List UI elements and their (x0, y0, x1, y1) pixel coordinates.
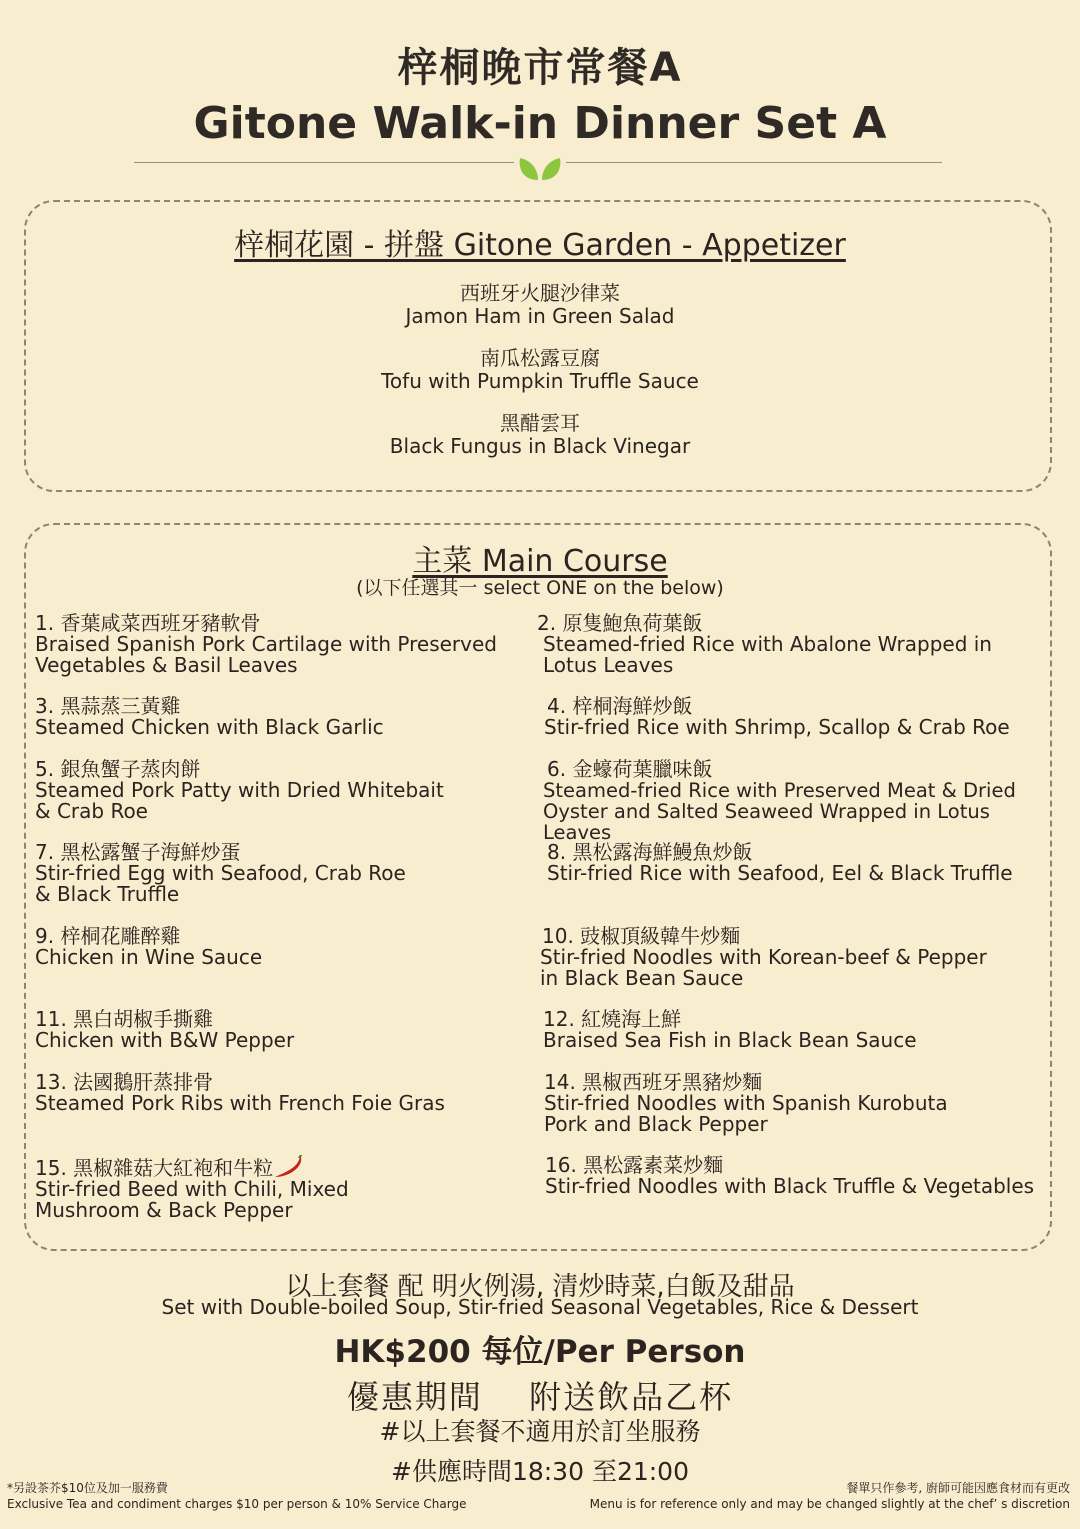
main-course-item (547, 842, 1047, 884)
dish-name-chinese: 9. 梓桐花雕醉雞 (35, 924, 181, 948)
dish-name-english: Steamed Chicken with Black Garlic (35, 715, 384, 739)
dish-name-chinese: 14. 黑椒西班牙黑豬炒麵 (544, 1070, 763, 1094)
main-course-item (35, 1155, 535, 1221)
dish-name-chinese: 10. 豉椒頂級韓牛炒麵 (542, 924, 741, 948)
main-course-item (35, 926, 535, 968)
main-course-item (35, 1072, 535, 1114)
promotion-text: 優惠期間 附送飲品乙杯 (346, 1378, 734, 1416)
dish-name-chinese: 13. 法國鵝肝蒸排骨 (35, 1070, 214, 1094)
main-course-item (544, 1072, 1044, 1135)
main-course-item (543, 759, 1053, 843)
chili-pepper-icon (273, 1155, 303, 1179)
dish-name-english: Steamed-fried Rice with Abalone Wrapped in Lotus Leaves (543, 632, 992, 677)
menu-title-chinese: 梓桐晚市常餐A (397, 45, 683, 91)
main-course-section-title: 主菜 Main Course (412, 544, 668, 579)
dish-name-english: Steamed Pork Patty with Dried Whitebait & Crab Roe (35, 778, 444, 823)
main-course-item (35, 842, 535, 905)
dish-name-chinese: 16. 黑松露素菜炒麵 (545, 1153, 724, 1177)
dish-name-chinese: 西班牙火腿沙律菜 (460, 281, 620, 305)
main-course-item (35, 1009, 535, 1051)
dish-name-english: Black Fungus in Black Vinegar (389, 434, 691, 458)
dish-name-chinese: 1. 香葉咸菜西班牙豬軟骨 (35, 611, 261, 635)
dish-name-english: Jamon Ham in Green Salad (405, 304, 675, 328)
dish-name-english: Stir-fried Noodles with Black Truffle & Vegetables (545, 1174, 1035, 1198)
footer-disclaimer-english: Menu is for reference only and may be changed slightly at the chef’ s discretion (589, 1497, 1070, 1511)
dish-name-chinese: 7. 黑松露蟹子海鮮炒蛋 (35, 840, 241, 864)
dish-name-chinese: 11. 黑白胡椒手撕雞 (35, 1007, 214, 1031)
main-course-item (35, 696, 535, 738)
dish-name-english: Braised Sea Fish in Black Bean Sauce (543, 1028, 917, 1052)
set-includes-chinese: 以上套餐 配 明火例湯, 清炒時菜,白飯及甜品 (285, 1272, 795, 1302)
main-course-item (543, 1009, 1043, 1051)
footer-charges-chinese: *另設茶芥$10位及加一服務費 (7, 1481, 168, 1495)
footer-charges-english: Exclusive Tea and condiment charges $10 per person & 10% Service Charge (7, 1497, 467, 1511)
dish-name-chinese: 2. 原隻鮑魚荷葉飯 (537, 611, 703, 635)
dish-name-chinese: 6. 金蠔荷葉臘味飯 (547, 757, 713, 781)
leaf-icon (514, 150, 566, 182)
dish-name-english: Chicken in Wine Sauce (35, 945, 263, 969)
dish-name-english: Stir-fried Rice with Shrimp, Scallop & Crab Roe (544, 715, 1010, 739)
booking-note: #以上套餐不適用於訂坐服務 (379, 1417, 701, 1446)
appetizer-item (0, 412, 1080, 458)
main-course-item (35, 613, 535, 676)
dish-name-english: Stir-fried Egg with Seafood, Crab Roe & Black Truffle (35, 861, 406, 906)
main-course-item (35, 759, 535, 822)
main-course-instruction: (以下任選其一 select ONE on the below) (356, 577, 724, 599)
dish-name-english: Steamed-fried Rice with Preserved Meat & Dried Oyster and Salted Seaweed Wrapped in Lotus Leaves (543, 779, 1016, 844)
dish-name-english: Stir-fried Noodles with Korean-beef & Pepper in Black Bean Sauce (540, 945, 987, 990)
appetizer-item (0, 347, 1080, 393)
dish-name-chinese: 15. 黑椒雜菇大紅袍和牛粒 (35, 1155, 535, 1179)
main-course-item (540, 926, 1040, 989)
dish-name-english: Chicken with B&W Pepper (35, 1028, 295, 1052)
dish-name-english: Stir-fried Noodles with Spanish Kurobuta Pork and Black Pepper (544, 1091, 948, 1136)
dish-name-chinese: 8. 黑松露海鮮鰻魚炒飯 (547, 840, 753, 864)
dish-name-chinese: 黑醋雲耳 (500, 411, 580, 435)
dish-name-english: Stir-fried Rice with Seafood, Eel & Black Truffle (547, 861, 1013, 885)
dish-name-chinese: 5. 銀魚蟹子蒸肉餅 (35, 757, 201, 781)
dish-name-chinese: 南瓜松露豆腐 (480, 346, 600, 370)
appetizer-section-title: 梓桐花園 - 拼盤 Gitone Garden - Appetizer (234, 228, 846, 263)
price-per-person: HK$200 每位/Per Person (334, 1334, 746, 1370)
dish-name-chinese: 12. 紅燒海上鮮 (543, 1007, 682, 1031)
main-course-item (545, 1155, 1045, 1197)
service-hours-note: #供應時間18:30 至21:00 (391, 1457, 689, 1486)
main-course-item (537, 613, 1037, 676)
dish-name-chinese: 4. 梓桐海鮮炒飯 (547, 694, 693, 718)
dish-name-english: Stir-fried Beed with Chili, Mixed Mushroom & Back Pepper (35, 1177, 349, 1222)
menu-title-english: Gitone Walk-in Dinner Set A (193, 98, 887, 149)
dish-name-english: Tofu with Pumpkin Truffle Sauce (381, 369, 699, 393)
dish-name-english: Braised Spanish Pork Cartilage with Preserved Vegetables & Basil Leaves (35, 632, 497, 677)
footer-disclaimer-chinese: 餐單只作參考, 廚師可能因應食材而有更改 (846, 1481, 1070, 1495)
appetizer-item (0, 282, 1080, 328)
set-includes-english: Set with Double-boiled Soup, Stir-fried Seasonal Vegetables, Rice & Dessert (161, 1295, 919, 1319)
dish-name-chinese: 3. 黑蒜蒸三黃雞 (35, 694, 181, 718)
dish-name-english: Steamed Pork Ribs with French Foie Gras (35, 1091, 445, 1115)
main-course-item (544, 696, 1044, 738)
